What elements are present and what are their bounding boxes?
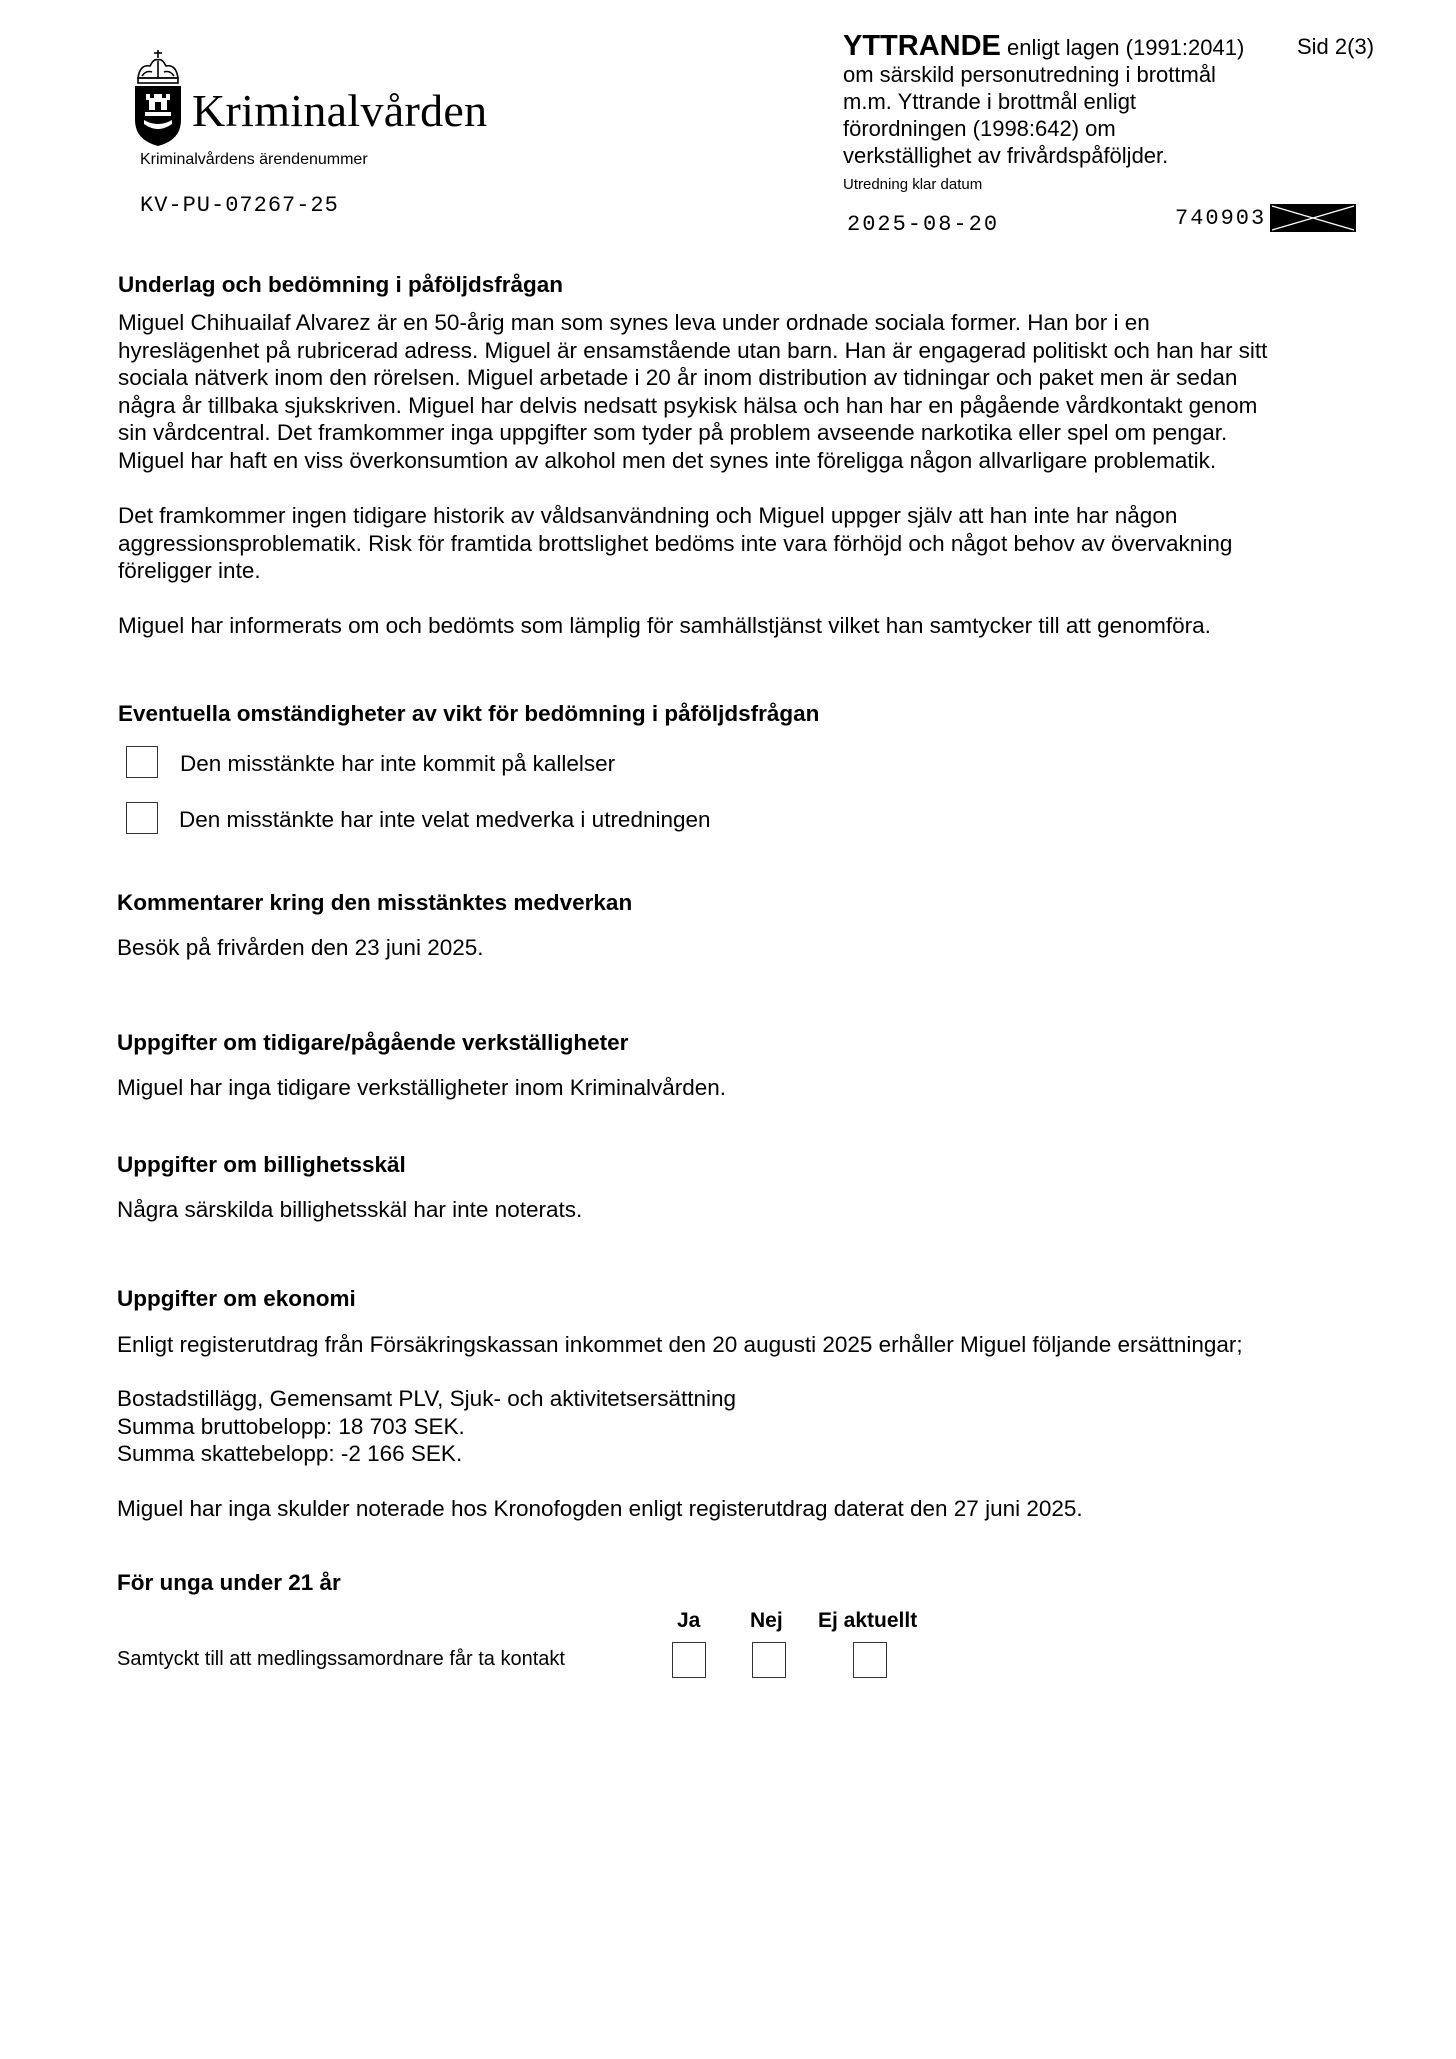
date-value: 2025-08-20 [847, 212, 1000, 237]
logo-wordmark: Kriminalvården [192, 85, 488, 136]
document-title-main: YTTRANDE [843, 30, 1001, 62]
date-label: Utredning klar datum [843, 176, 983, 193]
column-header-nej: Nej [750, 1609, 783, 1632]
section-heading-kommentarer: Kommentarer kring den misstänktes medverkan [117, 890, 633, 915]
document-title [843, 30, 1303, 169]
case-number-label: Kriminalvårdens ärendenummer [140, 151, 368, 168]
text-line: sociala nätverk inom den rörelsen. Miguel arbetade i 20 år inom distribution av tidningar och paket men är sedan [118, 365, 1238, 390]
mediation-consent-label: Samtyckt till att medlingssamordnare får ta kontakt [117, 1648, 565, 1670]
case-number: KV-PU-07267-25 [140, 193, 339, 218]
crown-shield-icon [132, 48, 184, 148]
document-title-line: om särskild personutredning i brottmål [843, 62, 1216, 87]
underlag-paragraph-1 [118, 309, 1378, 474]
text-line: föreligger inte. [118, 558, 261, 583]
text-line: Summa skattebelopp: -2 166 SEK. [117, 1441, 463, 1466]
document-title-line: m.m. Yttrande i brottmål enligt [843, 89, 1137, 114]
text-line: sin vårdcentral. Det framkommer inga uppgifter som tyder på problem avseende narkotika eller spel om pengar. [118, 420, 1228, 445]
verkstalligheter-text: Miguel har inga tidigare verkställigheter inom Kriminalvården. [117, 1075, 727, 1100]
checkbox-nej[interactable] [752, 1642, 786, 1678]
text-line: Summa bruttobelopp: 18 703 SEK. [117, 1413, 465, 1439]
document-title-line: verkställighet av frivårdspåföljder. [843, 143, 1169, 168]
checkbox-label-not-cooperated: Den misstänkte har inte velat medverka i utredningen [179, 807, 711, 832]
text-line: aggressionsproblematik. Risk för framtida brottslighet bedöms inte vara förhöjd och något behov av övervakning [118, 530, 1233, 556]
ekonomi-benefits [117, 1385, 1377, 1468]
text-line: några år tillbaka sjukskriven. Miguel har delvis nedsatt psykisk hälsa och han har en pågående vårdkontakt genom [118, 392, 1258, 418]
checkbox-not-cooperated[interactable] [126, 802, 158, 834]
section-heading-unga: För unga under 21 år [117, 1570, 341, 1595]
section-heading-ekonomi: Uppgifter om ekonomi [117, 1286, 356, 1311]
redaction-box [1270, 204, 1356, 232]
checkbox-label-not-attended-summons: Den misstänkte har inte kommit på kallelser [180, 751, 616, 776]
document-title-line: förordningen (1998:642) om [843, 116, 1116, 141]
section-heading-billighet: Uppgifter om billighetsskäl [117, 1152, 406, 1177]
section-heading-omstandigheter: Eventuella omständigheter av vikt för bedömning i påföljdsfrågan [118, 701, 820, 726]
personnummer: 740903 [1175, 206, 1267, 231]
underlag-paragraph-3 [118, 612, 1378, 640]
section-heading-underlag: Underlag och bedömning i påföljdsfrågan [118, 272, 564, 297]
ekonomi-intro: Enligt registerutdrag från Försäkringskassan inkommet den 20 augusti 2025 erhåller Miguel följande ersättningar; [117, 1332, 1243, 1357]
column-header-ej-aktuellt: Ej aktuellt [818, 1609, 918, 1632]
page-number: Sid 2(3) [1297, 34, 1375, 59]
billighet-text: Några särskilda billighetsskäl har inte noterats. [117, 1197, 583, 1222]
text-line: Det framkommer ingen tidigare historik av våldsanvändning och Miguel uppger själv att han inte har någon [118, 503, 1178, 528]
ekonomi-debt: Miguel har inga skulder noterade hos Kronofogden enligt registerutdrag daterat den 27 juni 2025. [117, 1496, 1083, 1521]
document-title-line: enligt lagen (1991:2041) [1000, 35, 1245, 60]
section-heading-verkstalligheter: Uppgifter om tidigare/pågående verkställigheter [117, 1030, 629, 1055]
checkbox-not-attended-summons[interactable] [126, 746, 158, 778]
text-line: hyreslägenhet på rubricerad adress. Miguel är ensamstående utan barn. Han är engagerad politiskt och han har sitt [118, 337, 1268, 363]
text-line: Miguel har informerats om och bedömts som lämplig för samhällstjänst vilket han samtycker till att genomföra. [118, 613, 1211, 638]
underlag-paragraph-2 [118, 502, 1378, 585]
checkbox-ej-aktuellt[interactable] [853, 1642, 887, 1678]
text-line: Miguel har haft en viss överkonsumtion av alkohol men det synes inte föreligga någon allvarligare problematik. [118, 447, 1217, 473]
checkbox-ja[interactable] [672, 1642, 706, 1678]
kommentarer-text: Besök på frivården den 23 juni 2025. [117, 935, 484, 960]
column-header-ja: Ja [677, 1609, 701, 1632]
text-line: Miguel Chihuailaf Alvarez är en 50-årig man som synes leva under ordnade sociala former. Han bor i en [118, 310, 1150, 335]
text-line: Bostadstillägg, Gemensamt PLV, Sjuk- och aktivitetsersättning [117, 1386, 737, 1411]
kriminalvarden-logo [132, 48, 492, 152]
